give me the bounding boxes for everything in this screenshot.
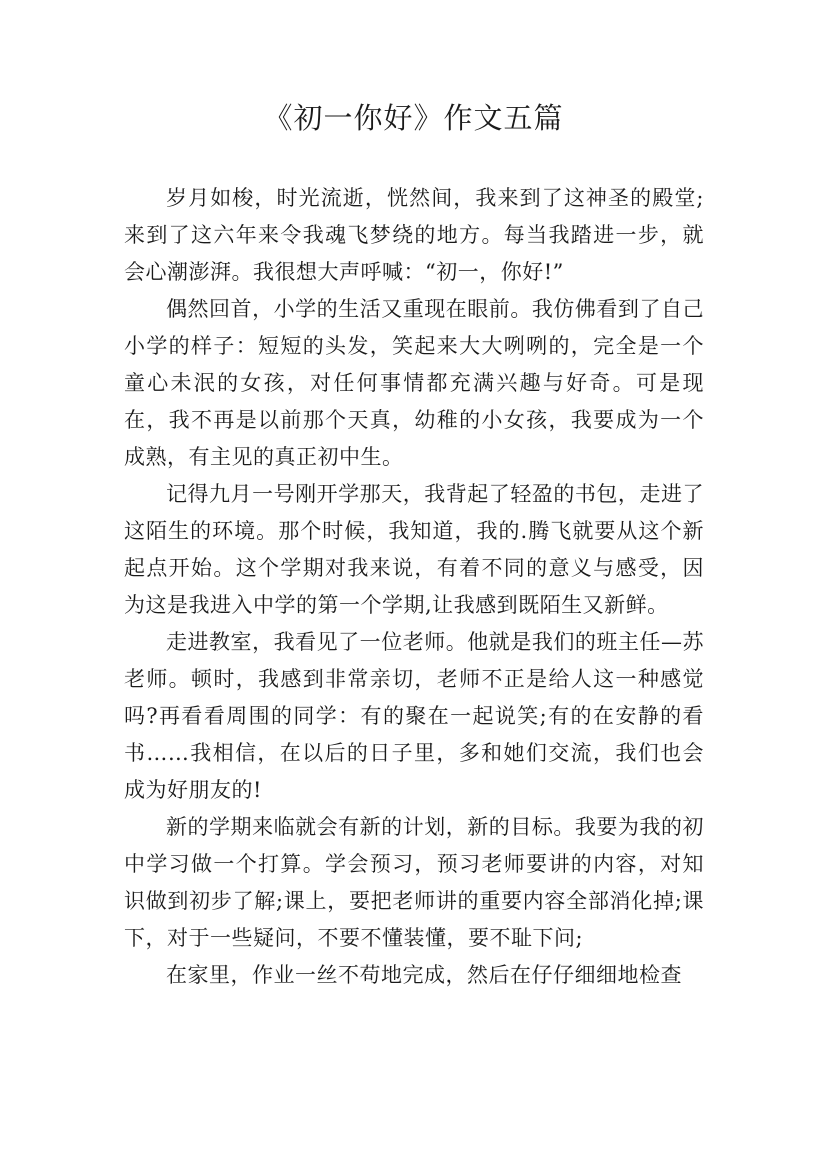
document-body xyxy=(124,180,704,994)
paragraph-6: 在家里，作业一丝不苟地完成，然后在仔仔细细地检查 xyxy=(166,963,682,987)
paragraph-4: 走进教室，我看见了一位老师。他就是我们的班主任—苏老师。顿时，我感到非常亲切，老师不正是给人这一种感觉吗?再看看周围的同学：有的聚在一起说笑;有的在安静的看书……我相信，在以后的日子里，多和她们交流，我们也会成为好朋友的! xyxy=(124,630,704,802)
document-title: 《初一你好》作文五篇 xyxy=(263,101,564,135)
paragraph-1: 岁月如梭，时光流逝，恍然间，我来到了这神圣的殿堂;来到了这六年来令我魂飞梦绕的地方。每当我踏进一步，就会心潮澎湃。我很想大声呼喊：“初一，你好!” xyxy=(124,186,704,284)
paragraph-3: 记得九月一号刚开学那天，我背起了轻盈的书包，走进了这陌生的环境。那个时候，我知道，我的.腾飞就要从这个新起点开始。这个学期对我来说，有着不同的意义与感受，因为这是我进入中学的第一个学期,让我感到既陌生又新鲜。 xyxy=(124,482,704,617)
paragraph-2: 偶然回首，小学的生活又重现在眼前。我仿佛看到了自己小学的样子：短短的头发，笑起来大大咧咧的，完全是一个童心未泯的女孩，对任何事情都充满兴趣与好奇。可是现在，我不再是以前那个天真，幼稚的小女孩，我要成为一个成熟，有主见的真正初中生。 xyxy=(124,297,704,469)
paragraph-5: 新的学期来临就会有新的计划，新的目标。我要为我的初中学习做一个打算。学会预习，预习老师要讲的内容，对知识做到初步了解;课上，要把老师讲的重要内容全部消化掉;课下，对于一些疑问，不要不懂装懂，要不耻下问; xyxy=(124,815,704,950)
